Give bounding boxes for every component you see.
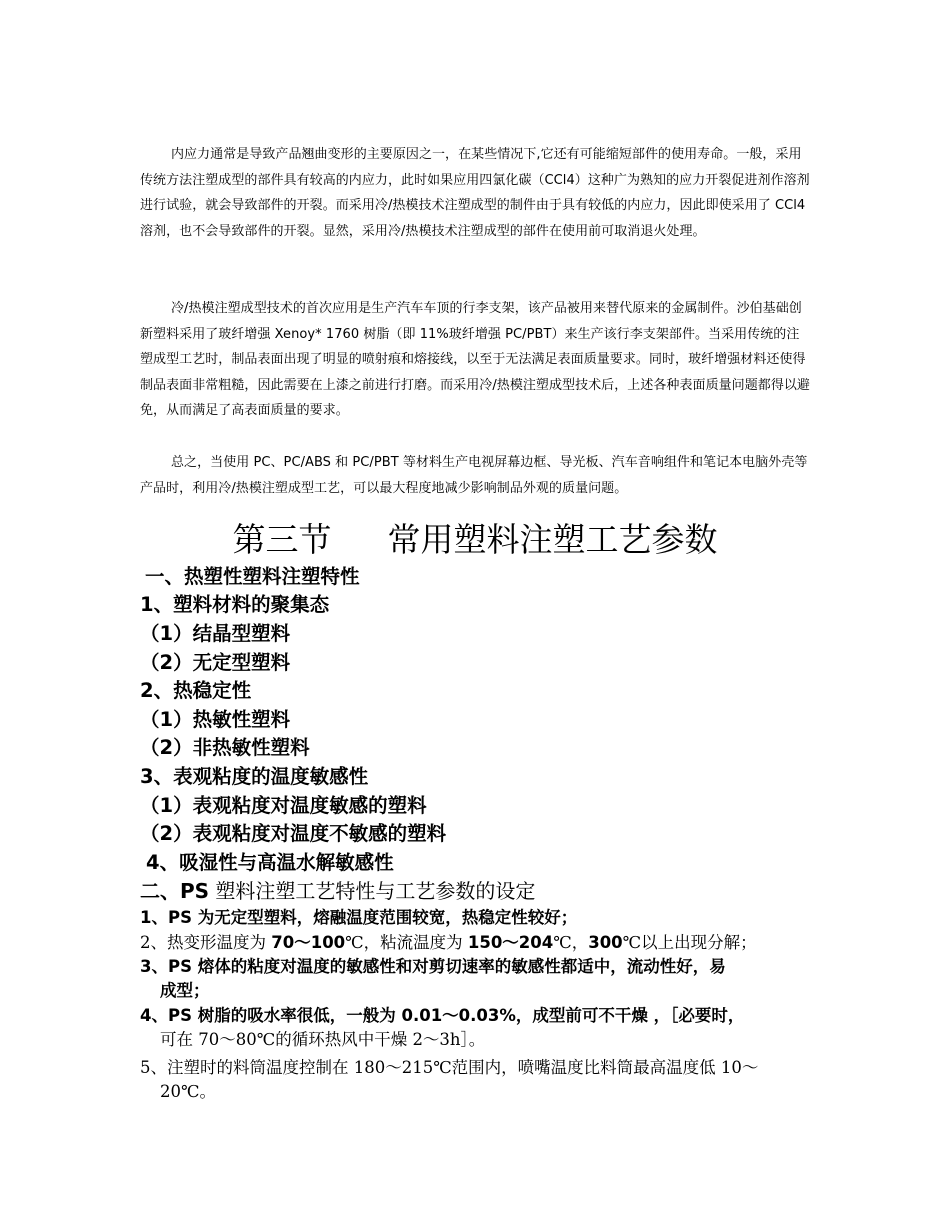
section-number: 第三节 [232,520,332,559]
ps-heading-lead: 二、PS [140,879,210,903]
ps-item-4: 4、PS 树脂的吸水率很低，一般为 0.01～0.03%，成型前可不干燥 ，［必要时， 可在 70～80℃的循环热风中干燥 2～3h］。 [140,1006,745,1049]
subheading-viscosity-sensitive: （1）表观粘度对温度敏感的塑料 [140,794,427,817]
paragraph-internal-stress: 内应力通常是导致产品翘曲变形的主要原因之一，在某些情况下,它还有可能缩短部件的使用寿命。一般，采用传统方法注塑成型的部件具有较高的内应力，此时如果应用四氯化碳（CCl4）这种广为熟知的应力开裂促进剂作溶剂进行试验，就会导致部件的开裂。而采用冷/热模技术注塑成型的制件由于具有较低的内应力，因此即使采用了 CCl4 溶剂，也不会导致部件的开裂。显然，采用冷/热模技术注塑成型的部件在使用前可取消退火处理。 [140,147,810,239]
subheading-heat-sensitive: （1）热敏性塑料 [140,708,291,731]
paragraph-summary: 总之，当使用 PC、PC/ABS 和 PC/PBT 等材料生产电视屏幕边框、导光板、汽车音响组件和笔记本电脑外壳等产品时，利用冷/热模注塑成型工艺，可以最大程度地减少影响制品外观的质量问题。 [140,455,808,496]
heading-aggregation: 1、塑料材料的聚集态 [140,593,330,616]
heading-viscosity-temperature: 3、表观粘度的温度敏感性 [140,765,369,788]
subheading-amorphous: （2）无定型塑料 [140,651,291,674]
subheading-crystalline: （1）结晶型塑料 [140,622,291,645]
subheading-viscosity-insensitive: （2）表观粘度对温度不敏感的塑料 [140,822,447,845]
ps-item-1: 1、PS 为无定型塑料，熔融温度范围较宽，热稳定性较好； [140,908,578,927]
section-heading: 常用塑料注塑工艺参数 [387,520,718,559]
ps-item-5: 5、注塑时的料筒温度控制在 180～215℃范围内，喷嘴温度比料筒最高温度低 10～ 20℃。 [140,1058,759,1101]
subheading-non-heat-sensitive: （2）非热敏性塑料 [140,736,310,759]
heading-thermoplastic: 一、热塑性塑料注塑特性 [145,565,360,588]
heading-hygroscopicity: 4、吸湿性与高温水解敏感性 [146,851,394,874]
paragraph-first-application: 冷/热模注塑成型技术的首次应用是生产汽车车顶的行李支架，该产品被用来替代原来的金属制件。沙伯基础创新塑料采用了玻纤增强 Xenoy* 1760 树脂（即 11%玻纤增强 PC/PBT）来生产该行李支架部件。当采用传统的注塑成型工艺时，制品表面出现了明显的喷射痕和熔接线，以至于无法满足表面质量要求。同时，玻纤增强材料还使得制品表面非常粗糙，因此需要在上漆之前进行打磨。而采用冷/热模注塑成型技术后，上述各种表面质量问题都得以避免，从而满足了高表面质量的要求。 [140,301,810,419]
ps-heading-rest: 塑料注塑工艺特性与工艺参数的设定 [209,879,536,903]
ps-item-2: 2、热变形温度为 70～100℃，粘流温度为 150～204℃，300℃以上出现分解； [140,933,757,952]
ps-item-3: 3、PS 熔体的粘度对温度的敏感性和对剪切速率的敏感性都适中，流动性好，易 成型； [140,957,726,1000]
section-title [0,518,950,562]
heading-ps-process [140,877,535,906]
heading-thermal-stability: 2、热稳定性 [140,679,252,702]
